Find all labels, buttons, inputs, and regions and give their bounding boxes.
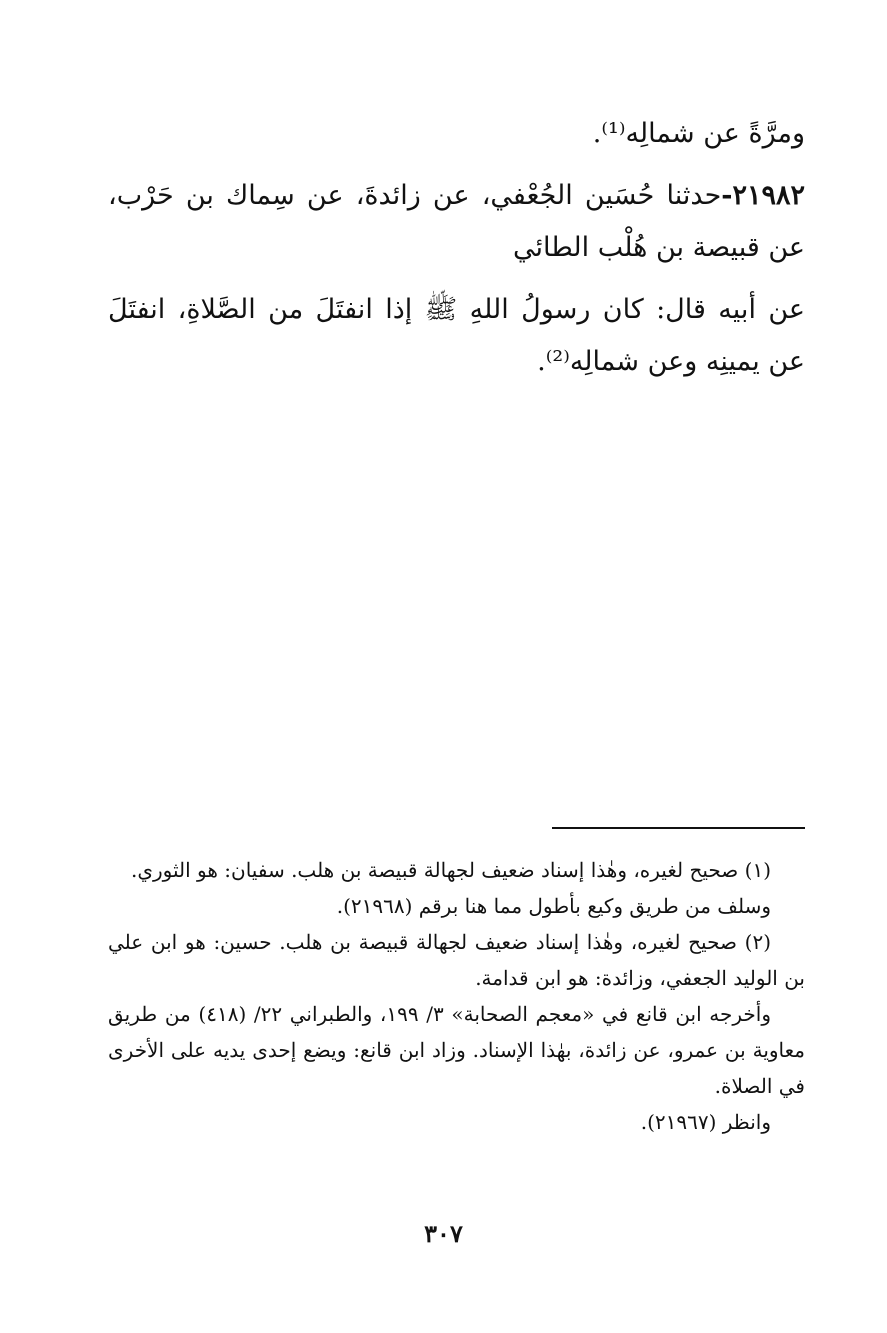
footnote-divider bbox=[552, 827, 805, 829]
isnad-text: حدثنا حُسَين الجُعْفي، عن زائدةَ، عن سِماك بن حَرْب، عن قبيصة بن هُلْب الطائي bbox=[108, 180, 805, 263]
footnote-1-continued: وسلف من طريق وكيع بأطول مما هنا برقم (٢١٩٦٨). bbox=[336, 894, 771, 918]
footnote-1: (١) صحيح لغيره، وهٰذا إسناد ضعيف لجهالة قبيصة بن هلب. سفيان: هو الثوري. bbox=[131, 858, 771, 882]
footnote-2: (٢) صحيح لغيره، وهٰذا إسناد ضعيف لجهالة قبيصة بن هلب. حسين: هو ابن علي بن الوليد الجعفي، وزائدة: هو ابن قدامة. bbox=[108, 930, 805, 990]
main-text bbox=[108, 108, 805, 398]
page-number: ٣٠٧ bbox=[424, 1219, 463, 1248]
footnotes bbox=[108, 852, 805, 1140]
hadith-number: ٢١٩٨٢- bbox=[721, 180, 805, 211]
main-paragraph-3: عن أبيه قال: كان رسولُ اللهِ ﷺ إذا انفتَلَ من الصَّلاةِ، انفتَلَ عن يمينِه وعن شمالِه⁽²⁾. bbox=[108, 294, 805, 377]
main-paragraph-2 bbox=[108, 170, 805, 274]
footnote-2-continued: وأخرجه ابن قانع في «معجم الصحابة» ٣/ ١٩٩، والطبراني ٢٢/ (٤١٨) من طريق معاوية بن عمرو، عن زائدة، بهٰذا الإسناد. وزاد ابن قانع: ويضع إحدى يديه على الأخرى في الصلاة. bbox=[108, 1002, 805, 1098]
footnote-2-see-also: وانظر (٢١٩٦٧). bbox=[640, 1110, 771, 1134]
main-paragraph-1: ومرَّةً عن شمالِه⁽¹⁾. bbox=[592, 118, 805, 149]
